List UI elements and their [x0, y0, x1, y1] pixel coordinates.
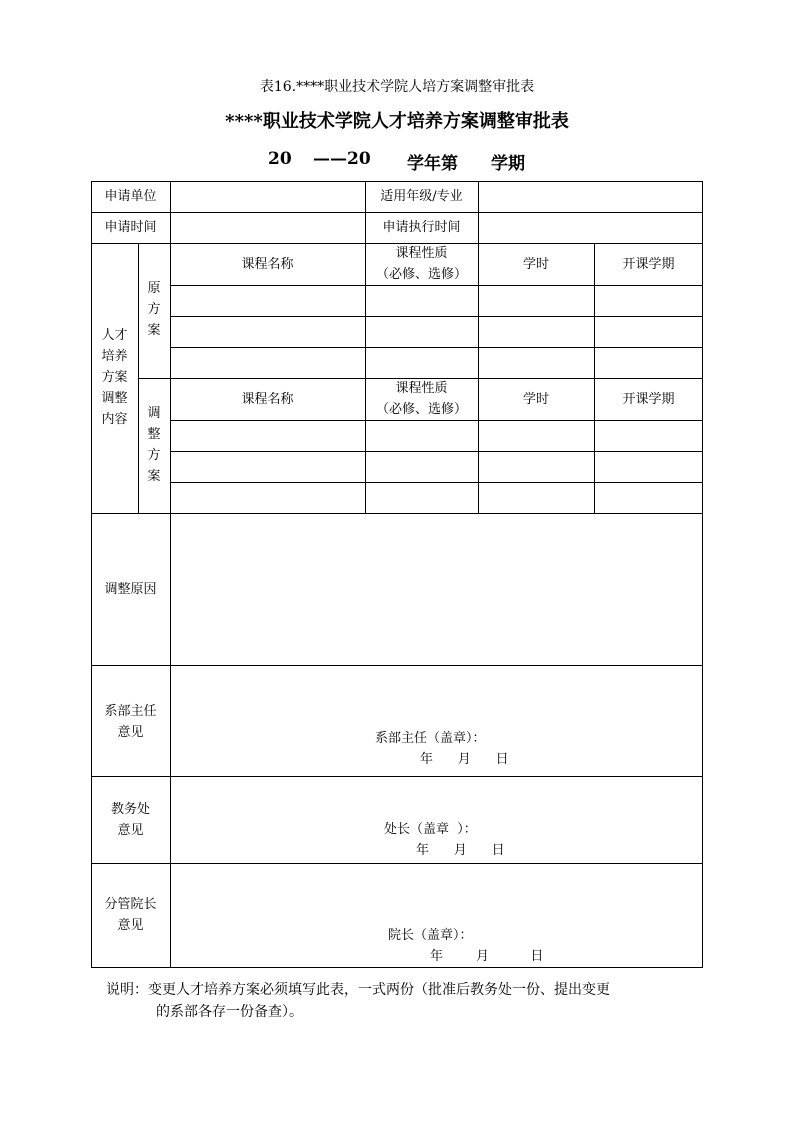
exec-time-field[interactable] [479, 217, 702, 238]
term-semester-suffix: 学期 [491, 154, 525, 174]
applicant-unit-field[interactable] [171, 186, 365, 207]
adjusted-header-hours: 学时 [522, 392, 549, 407]
term-year-suffix: 学年第 [407, 154, 458, 174]
adjusted-header-course-type: 课程性质 （必修、选修） [375, 381, 467, 417]
original-header-course-name: 课程名称 [241, 257, 294, 272]
original-header-semester: 开课学期 [622, 257, 675, 272]
applicable-grade-label: 适用年级/专业 [380, 189, 463, 204]
term-year-end: ——20 [313, 149, 371, 169]
instructions-line-2: 的系部各存一份备查）。 [156, 1004, 303, 1020]
applicable-grade-field[interactable] [479, 186, 702, 207]
adjusted-header-semester: 开课学期 [622, 392, 675, 407]
adjusted-plan-label: 调 整 方 案 [147, 406, 161, 484]
dept-signer: 系部主任（盖章）： [375, 731, 486, 746]
approval-form [91, 181, 703, 968]
adjusted-header-course-name: 课程名称 [241, 392, 294, 407]
academic-date: 年 月 日 [416, 843, 505, 858]
instructions-line-1: 说明：变更人才培养方案必须填写此表，一式两份（批准后教务处一份、提出变更 [106, 982, 610, 998]
dean-date: 年 月 日 [430, 949, 544, 964]
dept-date: 年 月 日 [420, 752, 509, 767]
original-plan-label: 原 方 案 [147, 281, 161, 338]
dean-opinion-label: 分管院长 意见 [104, 897, 157, 933]
dean-signer: 院长（盖章）： [388, 928, 473, 943]
apply-time-field[interactable] [171, 217, 365, 238]
applicant-unit-label: 申请单位 [104, 189, 157, 204]
academic-opinion-label: 教务处 意见 [110, 802, 150, 838]
dept-opinion-label: 系部主任 意见 [104, 704, 157, 740]
content-section-label: 人才 培养 方案 调整 内容 [101, 328, 128, 427]
academic-signer: 处长（盖章 ）： [384, 822, 477, 837]
apply-time-label: 申请时间 [104, 220, 157, 235]
reason-field[interactable] [171, 514, 702, 665]
term-year-start: 20 [268, 149, 292, 169]
table-caption: 表16.****职业技术学院人培方案调整审批表 [259, 79, 535, 95]
reason-label: 调整原因 [104, 582, 157, 597]
exec-time-label: 申请执行时间 [382, 220, 461, 235]
form-title: ****职业技术学院人才培养方案调整审批表 [225, 111, 569, 132]
original-header-course-type: 课程性质 （必修、选修） [375, 246, 467, 282]
term-line [0, 149, 794, 173]
instructions-note [106, 979, 706, 1023]
original-header-hours: 学时 [522, 257, 549, 272]
